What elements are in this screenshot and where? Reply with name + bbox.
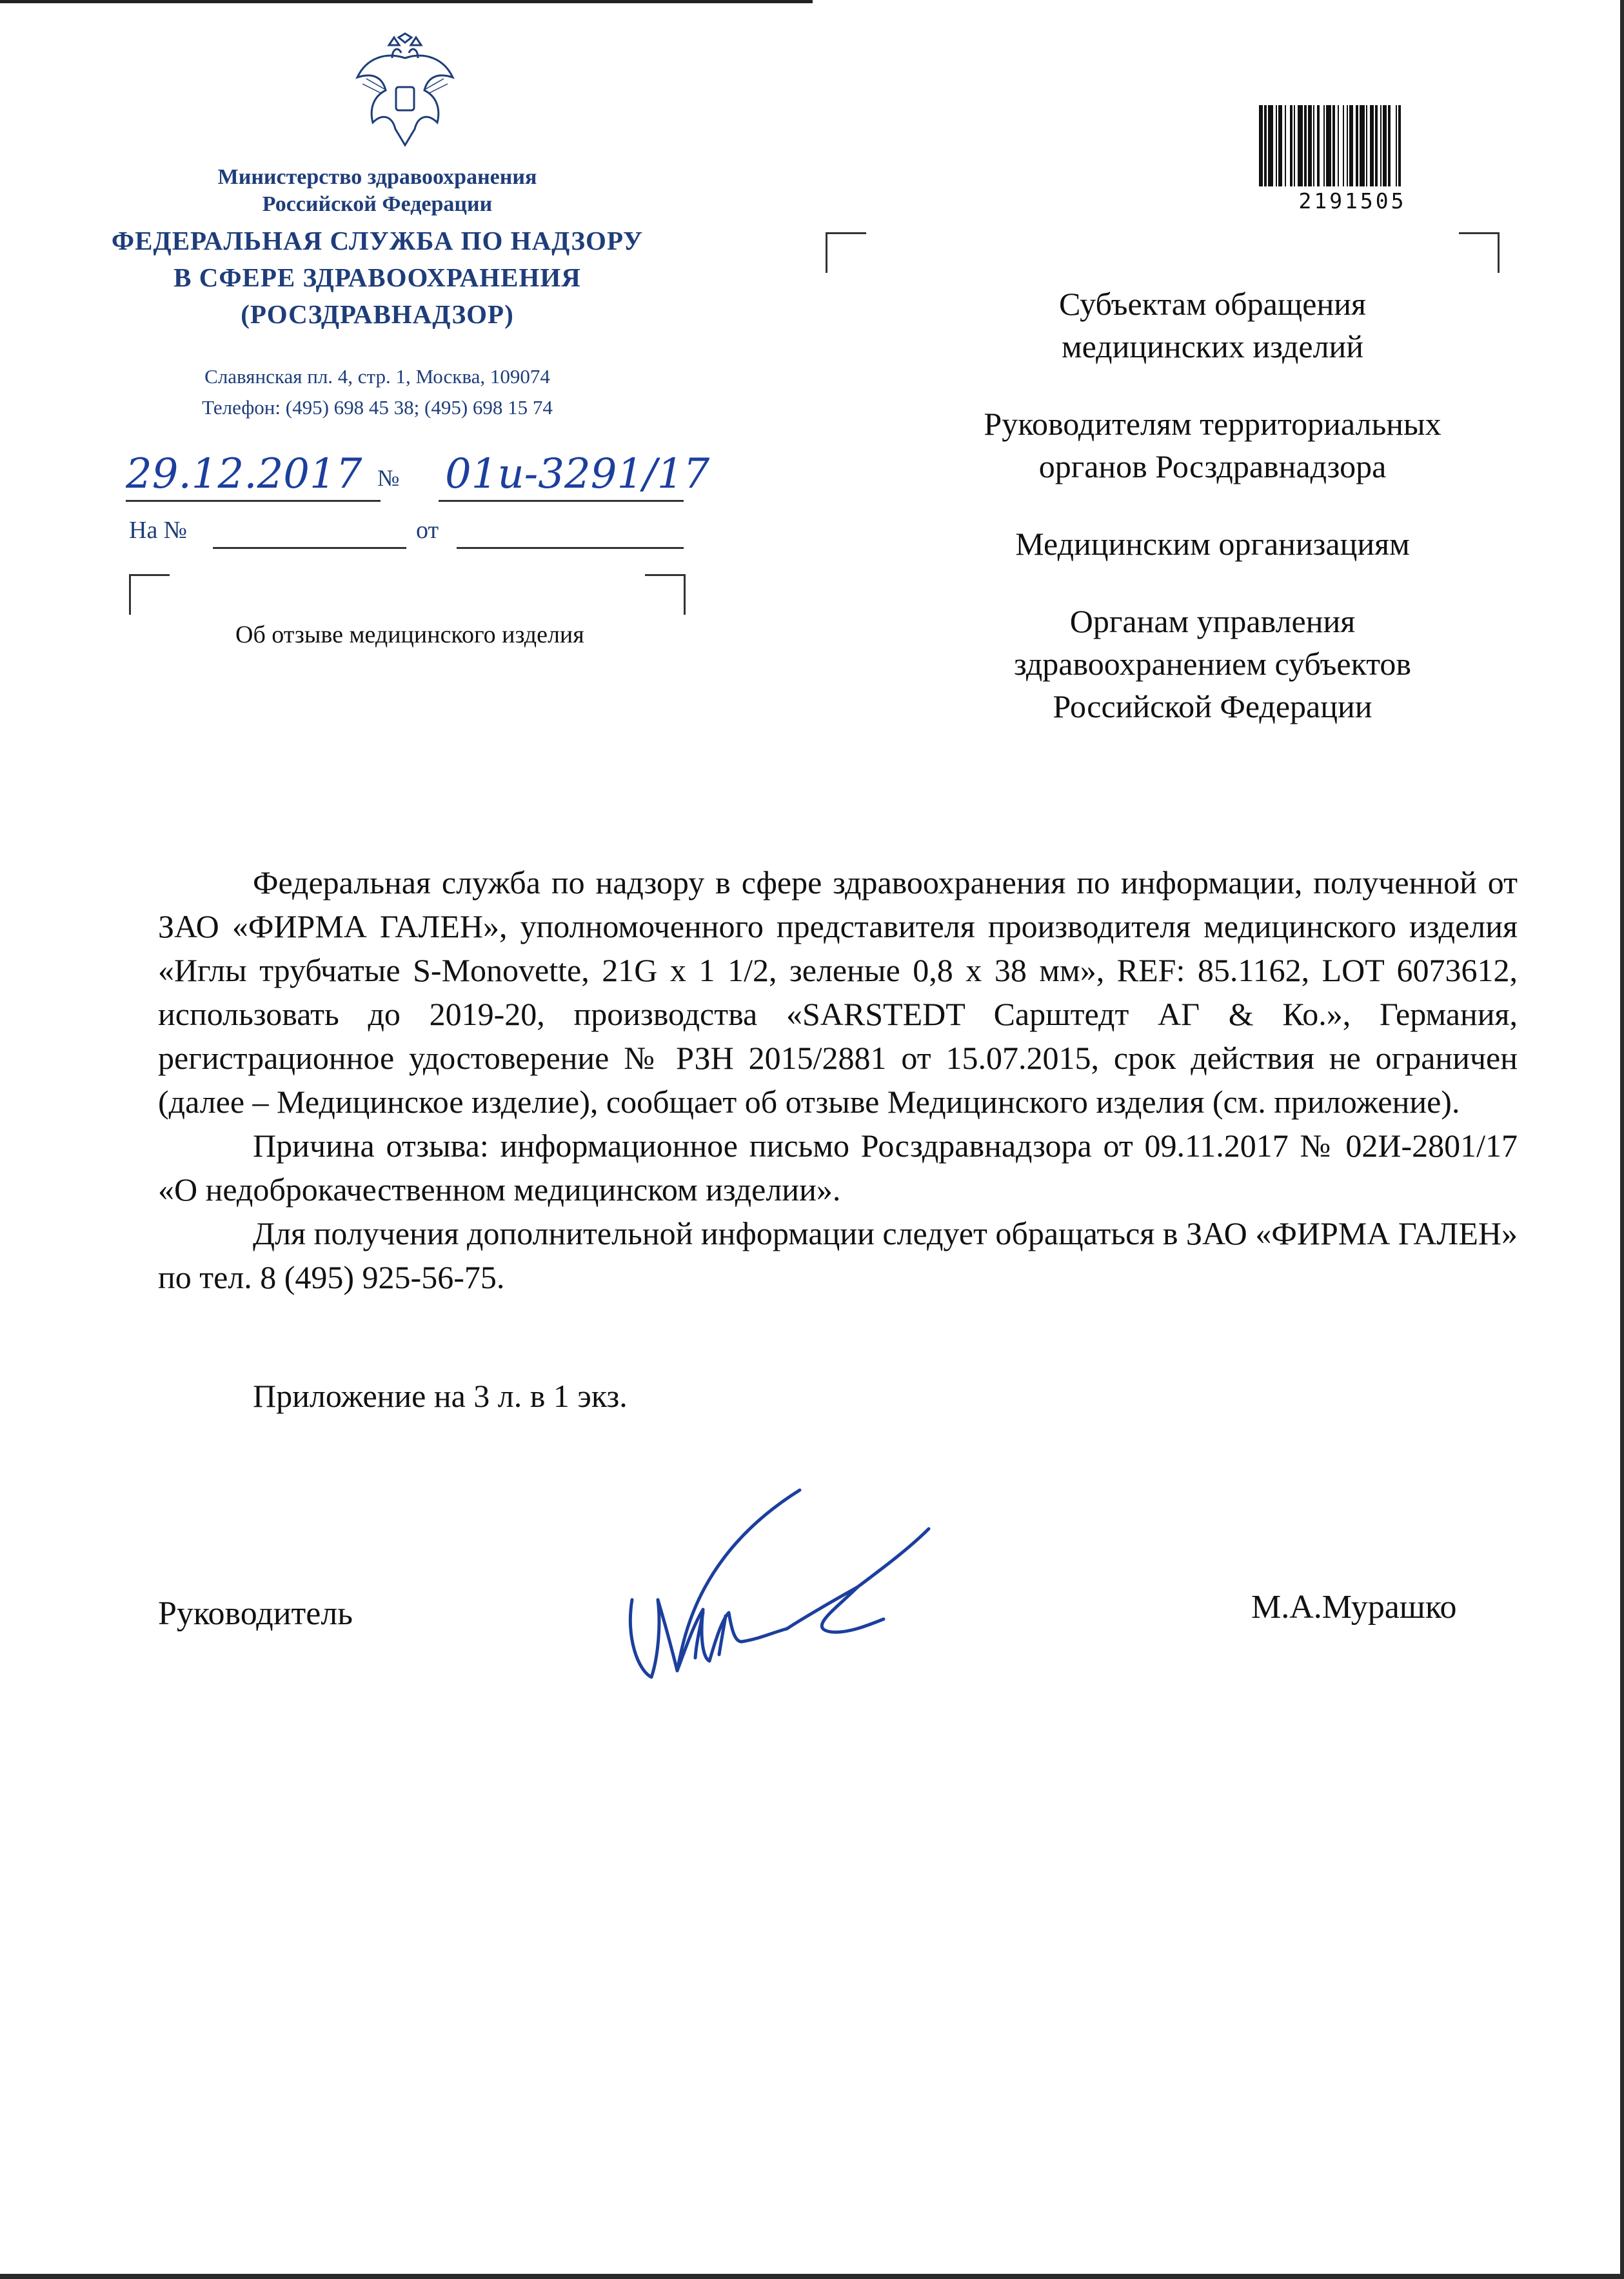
- scan-edge-top: [0, 0, 813, 3]
- handwritten-signature: [613, 1477, 948, 1709]
- body-paragraph-3: Для получения дополнительной информации следует обращаться в ЗАО «ФИРМА ГАЛЕН» по тел. 8 (495) 925-56-75.: [158, 1215, 1518, 1295]
- subject-corner-left: [129, 574, 170, 615]
- addressee-item: Руководителям территориальных органов Росздравнадзора: [984, 406, 1441, 484]
- reference-from-label: от: [416, 517, 439, 544]
- address-line: Славянская пл. 4, стр. 1, Москва, 109074: [204, 365, 550, 388]
- barcode-bar: [1264, 105, 1267, 186]
- subject-corner-right: [645, 574, 686, 615]
- barcode-bar: [1388, 105, 1391, 186]
- barcode-bar: [1268, 105, 1273, 186]
- service-title: [97, 223, 658, 333]
- barcode-bar: [1347, 105, 1348, 186]
- body-paragraph-2: Причина отзыва: информационное письмо Росздравнадзора от 09.11.2017 № 02И-2801/17 «О недоброкачественном медицинском изделии».: [158, 1128, 1518, 1208]
- letter-body: [158, 861, 1518, 1299]
- addressee-item: Медицинским организациям: [1015, 526, 1410, 562]
- addressee-item: Субъектам обращения медицинских изделий: [1059, 286, 1366, 364]
- attachment-note: Приложение на 3 л. в 1 экз.: [253, 1378, 628, 1414]
- addressee-corner-left: [826, 232, 866, 273]
- barcode-bar: [1343, 105, 1344, 186]
- barcode-bar: [1370, 105, 1374, 186]
- barcode-bar: [1375, 105, 1378, 186]
- barcode-bar: [1308, 105, 1312, 186]
- barcode-bar: [1278, 105, 1282, 186]
- signatory-name: М.А.Мурашко: [1251, 1589, 1457, 1626]
- barcode: [1256, 105, 1449, 190]
- barcode-bar: [1304, 105, 1307, 186]
- barcode-bar: [1396, 105, 1397, 186]
- barcode-bar: [1366, 105, 1367, 186]
- barcode-bar: [1380, 105, 1381, 186]
- service-line-2: В СФЕРЕ ЗДРАВООХРАНЕНИЯ: [173, 263, 581, 292]
- barcode-bar: [1294, 105, 1295, 186]
- registration-date: 29.12.2017: [126, 450, 362, 498]
- barcode-number: 2191505: [1298, 188, 1407, 214]
- barcode-bar: [1323, 105, 1325, 186]
- ministry-title: [97, 164, 658, 218]
- barcode-bar: [1398, 105, 1401, 186]
- date-underline: [126, 500, 381, 502]
- barcode-bar: [1259, 105, 1263, 186]
- addressee-corner-right: [1459, 232, 1500, 273]
- barcode-bar: [1285, 105, 1286, 186]
- service-line-3: (РОСЗДРАВНАДЗОР): [241, 299, 514, 329]
- barcode-bar: [1349, 105, 1353, 186]
- addressee-item: Органам управления здравоохранением субъектов Российской Федерации: [1013, 603, 1412, 724]
- barcode-bar: [1326, 105, 1331, 186]
- barcode-bar: [1313, 105, 1314, 186]
- barcode-bar: [1360, 105, 1365, 186]
- body-paragraph-1: Федеральная служба по надзору в сфере здравоохранения по информации, полученной от ЗАО «ФИРМА ГАЛЕН», уполномоченного представителя производителя медицинского изделия «Иглы трубчатые S-Monovette, 21G x 1 1/2, зеленые 0,8 x 38 мм», REF: 85.1162, LOT 6073612, использовать до 2019-20, производства «SARSTEDT Сарштедт АГ & Ко.», Германия, регистрационное удостоверение № РЗН 2015/2881 от 15.07.2015, срок действия не ограничен (далее – Медицинское изделие), сообщает об отзыве Медицинского изделия (см. приложение).: [158, 864, 1518, 1120]
- sender-address: [97, 361, 658, 423]
- number-underline: [439, 500, 684, 502]
- barcode-bar: [1276, 105, 1277, 186]
- scan-edge-right: [1620, 0, 1624, 2279]
- barcode-bar: [1332, 105, 1335, 186]
- barcode-bar: [1383, 105, 1387, 186]
- phone-line: Телефон: (495) 698 45 38; (495) 698 15 74: [202, 396, 553, 419]
- registration-number-label: №: [377, 465, 400, 491]
- barcode-bar: [1356, 105, 1358, 186]
- barcode-bar: [1338, 105, 1339, 186]
- barcode-bar: [1317, 105, 1320, 186]
- ministry-line-2: Российской Федерации: [262, 192, 493, 216]
- service-line-1: ФЕДЕРАЛЬНАЯ СЛУЖБА ПО НАДЗОРУ: [111, 226, 644, 255]
- ministry-line-1: Министерство здравоохранения: [217, 165, 537, 189]
- addressee-list: [890, 283, 1535, 762]
- coat-of-arms-emblem-icon: [353, 32, 457, 155]
- reference-number-underline: [213, 547, 406, 549]
- barcode-bar: [1298, 105, 1303, 186]
- registration-number: 01и-3291/17: [445, 450, 710, 498]
- letter-subject: Об отзыве медицинского изделия: [235, 621, 584, 648]
- signatory-position: Руководитель: [158, 1595, 353, 1632]
- scan-edge-bottom: [0, 2274, 1624, 2279]
- barcode-bar: [1290, 105, 1292, 186]
- reference-number-label: На №: [129, 517, 188, 544]
- reference-date-underline: [457, 547, 684, 549]
